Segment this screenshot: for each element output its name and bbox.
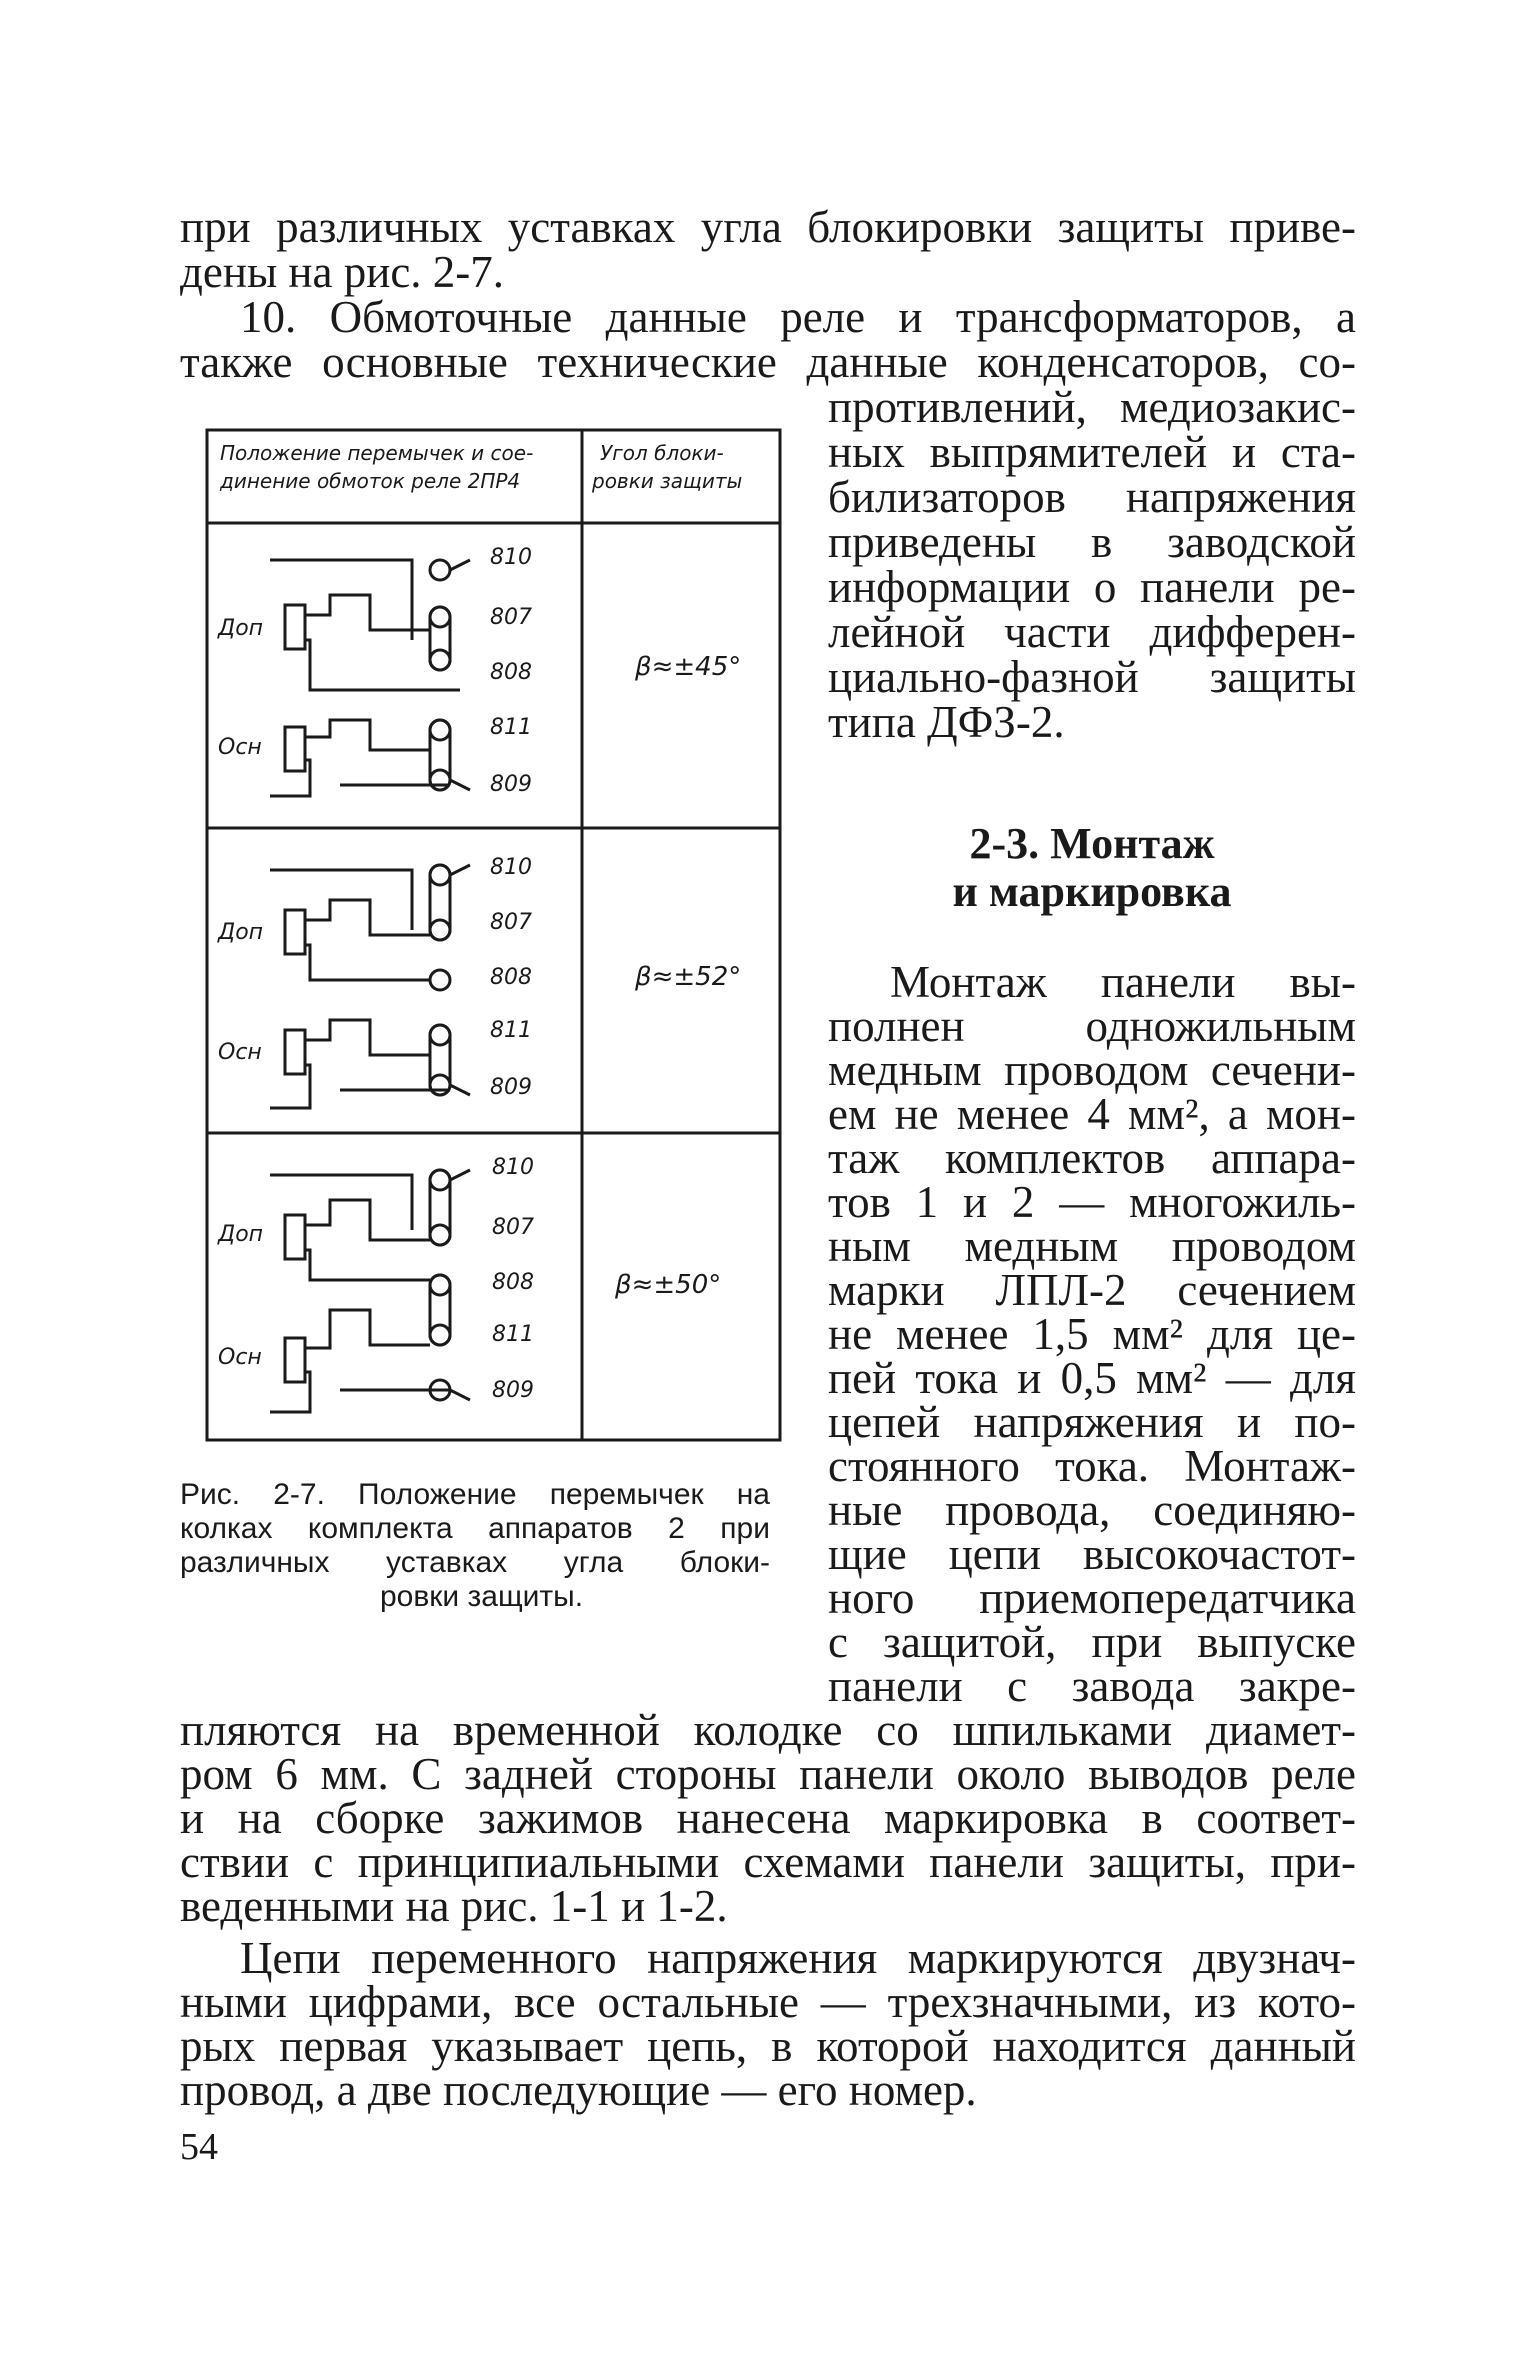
body-line: при различных уставках угла блокировки защиты приве- (180, 202, 1356, 252)
terminal (430, 560, 450, 580)
terminal-label: 807 (490, 605, 532, 630)
body-line: не менее 1,5 мм² для це- (828, 1309, 1356, 1359)
table-header-left: Положение перемычек и сое- (220, 441, 534, 465)
terminal (430, 607, 450, 627)
figure-caption: ровки защиты. (380, 1580, 584, 1613)
label-osn: Осн (218, 735, 262, 760)
terminal-label: 808 (490, 660, 532, 685)
body-line: циально-фазной защиты (828, 652, 1356, 702)
jumper (430, 607, 450, 670)
coil-osn (285, 1338, 305, 1382)
terminal-label: 811 (490, 1018, 532, 1043)
angle-value: β≈±50° (615, 1270, 722, 1300)
body-line: лейной части дифферен- (828, 607, 1356, 657)
jumper (430, 1025, 450, 1095)
body-line: ными цифрами, все остальные — трехзначными, из кото- (180, 1977, 1356, 2027)
body-line: ром 6 мм. С задней стороны панели около выводов реле (180, 1749, 1356, 1799)
body-line: щие цепи высокочастот- (828, 1529, 1356, 1579)
body-line: пей тока и 0,5 мм² — для (828, 1353, 1356, 1403)
terminal (430, 920, 450, 940)
terminal (430, 865, 450, 885)
table-header-right: ровки защиты (592, 469, 743, 493)
terminal (430, 1025, 450, 1045)
body-line: таж комплектов аппара- (828, 1133, 1356, 1183)
body-line: приведены в заводской (828, 517, 1356, 567)
terminal (430, 1325, 450, 1345)
body-line: марки ЛПЛ-2 сечением (828, 1265, 1356, 1315)
body-line: стоянного тока. Монтаж- (828, 1441, 1356, 1491)
label-dop: Доп (218, 920, 264, 945)
body-line: ным медным проводом (828, 1221, 1356, 1271)
body-line: провод, а две последующие — его номер. (180, 2065, 977, 2115)
body-line: панели с завода закре- (828, 1661, 1356, 1711)
body-line: ных выпрямителей и ста- (828, 427, 1356, 477)
jumper (430, 865, 450, 940)
terminal-label: 808 (490, 965, 532, 990)
terminal-label: 807 (492, 1215, 534, 1240)
terminal-label: 809 (490, 1075, 532, 1100)
body-line: тов 1 и 2 — многожиль- (828, 1177, 1356, 1227)
body-line: медным проводом сечени- (828, 1045, 1356, 1095)
terminal-label: 807 (490, 910, 532, 935)
body-line: веденными на рис. 1-1 и 1-2. (180, 1881, 728, 1931)
terminal (430, 720, 450, 740)
figure-caption: Рис. 2-7. Положение перемычек на (180, 1478, 770, 1511)
body-line: ного приемопередатчика (828, 1573, 1356, 1623)
section-heading: 2-3. Монтаж (969, 819, 1215, 868)
coil-osn (285, 727, 305, 771)
body-line: также основные технические данные конденсаторов, со- (180, 337, 1356, 387)
body-line: информации о панели ре- (828, 562, 1356, 612)
terminal-label: 811 (492, 1322, 534, 1347)
table-header-right: Угол блоки- (600, 441, 724, 465)
terminal (430, 770, 450, 790)
label-dop: Доп (218, 616, 264, 641)
body-line: цепей напряжения и по- (828, 1397, 1356, 1447)
terminal-label: 811 (490, 715, 532, 740)
figure-caption: колках комплекта аппаратов 2 при (180, 1512, 770, 1545)
body-line: дены на рис. 2-7. (180, 247, 505, 297)
body-line: ем не менее 4 мм², а мон- (828, 1089, 1356, 1139)
coil-dop (285, 605, 305, 649)
body-line: пляются на временной колодке со шпильками диамет- (180, 1705, 1356, 1755)
terminal-label: 810 (490, 855, 532, 880)
table-header-left: динение обмоток реле 2ПР4 (220, 469, 521, 493)
jumper (430, 1170, 450, 1245)
body-line: Цепи переменного напряжения маркируются двузнач- (240, 1933, 1356, 1983)
coil-osn (285, 1030, 305, 1074)
body-line: Монтаж панели вы- (890, 957, 1356, 1007)
terminal (430, 1225, 450, 1245)
relay-schematic-row-2 (270, 865, 470, 1108)
terminal (430, 970, 450, 990)
label-osn: Осн (218, 1345, 262, 1370)
angle-value: β≈±45° (635, 652, 742, 682)
jumper (430, 1275, 450, 1345)
jumper (430, 720, 450, 790)
angle-value: β≈±52° (635, 962, 742, 992)
body-line: типа ДФЗ-2. (828, 697, 1065, 747)
body-line: билизаторов напряжения (828, 472, 1356, 522)
body-line: с защитой, при выпуске (828, 1617, 1356, 1667)
body-line: и на сборке зажимов нанесена маркировка в соответ- (180, 1793, 1356, 1843)
terminal (430, 1275, 450, 1295)
body-line: рых первая указывает цепь, в которой находится данный (180, 2021, 1356, 2071)
figure-caption: различных уставках угла блоки- (180, 1546, 770, 1579)
label-dop: Доп (218, 1222, 264, 1247)
relay-schematic-row-1 (270, 560, 470, 796)
terminal (430, 1075, 450, 1095)
terminal-label: 809 (490, 772, 532, 797)
body-line: ствии с принципиальными схемами панели защиты, при- (180, 1837, 1356, 1887)
body-line: полнен одножильным (828, 1001, 1356, 1051)
terminal-label: 808 (492, 1270, 534, 1295)
terminal (430, 1380, 450, 1400)
label-osn: Осн (218, 1040, 262, 1065)
section-heading: и маркировка (952, 867, 1232, 916)
page-number: 54 (180, 2126, 218, 2168)
terminal (430, 1170, 450, 1190)
body-line: противлений, медиозакис- (828, 382, 1356, 432)
relay-schematic-row-3 (270, 1170, 470, 1412)
terminal-label: 809 (492, 1378, 534, 1403)
body-line: ные провода, соединяю- (828, 1485, 1356, 1535)
terminal-label: 810 (490, 545, 532, 570)
coil-dop (285, 1215, 305, 1259)
terminal (430, 650, 450, 670)
coil-dop (285, 910, 305, 954)
terminal-label: 810 (492, 1155, 534, 1180)
body-line: 10. Обмоточные данные реле и трансформаторов, а (240, 292, 1356, 342)
